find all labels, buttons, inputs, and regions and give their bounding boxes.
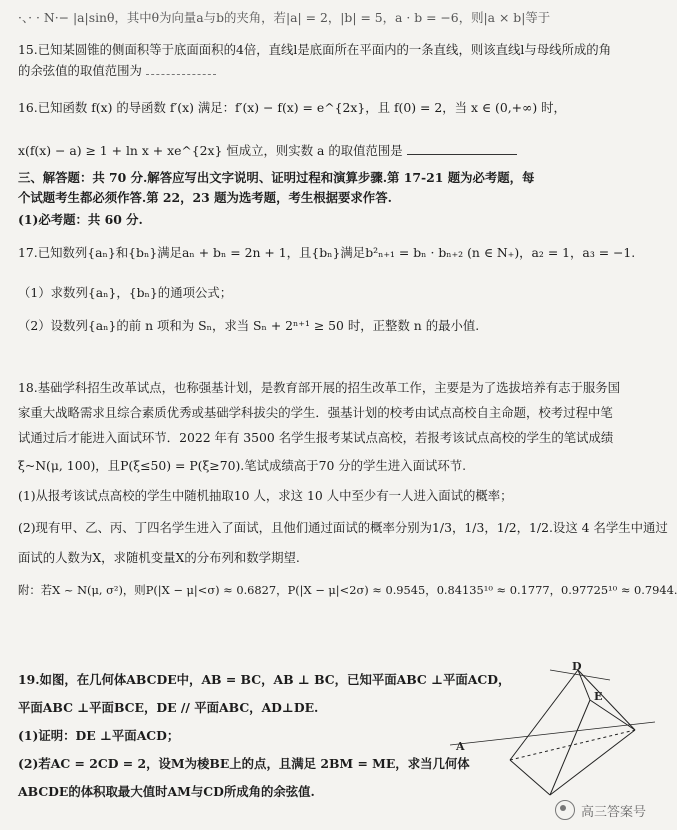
vertex-label-e: E — [594, 690, 603, 703]
problem-18-part-2: (2)现有甲、乙、丙、丁四名学生进入了面试，且他们通过面试的概率分别为1/3，1/3，1/2，1/2.设这 4 名学生中通过 — [18, 520, 668, 535]
required-questions-header: (1)必考题：共 60 分. — [18, 212, 143, 227]
problem-19-part-1: (1)证明：DE ⊥平面ACD； — [18, 728, 180, 743]
construction-line — [450, 722, 655, 745]
watermark-text: 高三答案号 — [580, 804, 646, 820]
edge-ec — [590, 700, 635, 730]
problem-18-appendix: 附：若X ~ N(μ, σ²)，则P(|X − μ|<σ) ≈ 0.6827，P(|X − μ|<2σ) ≈ 0.9545，0.84135¹⁰ ≈ 0.1777，0.97725¹⁰ ≈ 0.7944. — [18, 583, 677, 597]
problem-15-text: 15.已知某圆锥的侧面积等于底面面积的4倍，直线l是底面所在平面内的一条直线，则该直线l与母线所成的角 — [18, 42, 612, 57]
problem-18-text-4: ξ~N(μ, 100)，且P(ξ≤50) = P(ξ≥70).笔试成绩高于70 分的学生进入面试环节. — [18, 458, 467, 473]
problem-19-part-2-cont: ABCDE的体积取最大值时AM与CD所成角的余弦值. — [18, 784, 315, 799]
problem-17-text: 17.已知数列{aₙ}和{bₙ}满足aₙ + bₙ = 2n + 1，且{bₙ}满足b²ₙ₊₁ = bₙ · bₙ₊₂ (n ∈ N₊)，a₂ = 1，a₃ = −1. — [18, 245, 636, 260]
wechat-icon — [555, 800, 575, 820]
section-3-header-cont: 个试题考生都必须作答.第 22，23 题为选考题，考生根据要求作答. — [18, 190, 392, 205]
problem-18-part-1: (1)从报考该试点高校的学生中随机抽取10 人，求这 10 人中至少有一人进入面试的概率； — [18, 488, 513, 503]
edge-da — [510, 670, 578, 760]
problem-16-text-end: x(f(x) − a) ≥ 1 + ln x + xe^{2x} 恒成立，则实数 a 的取值范围是 — [18, 143, 403, 158]
answer-blank-16 — [407, 142, 517, 155]
answer-blank-15 — [146, 62, 216, 75]
problem-19-text: 19.如图，在几何体ABCDE中，AB = BC，AB ⊥ BC，已知平面ABC ⊥平面ACD， — [18, 672, 511, 687]
edge-dc — [578, 670, 635, 730]
watermark — [555, 800, 646, 820]
problem-19-part-2: (2)若AC = 2CD = 2，设M为棱BE上的点，且满足 2BM = ME，求当几何体 — [18, 756, 470, 771]
problem-18-part-2-cont: 面试的人数为X，求随机变量X的分布列和数学期望. — [18, 550, 300, 565]
problem-15-text-end: 的余弦值的取值范围为 — [18, 63, 142, 78]
problem-16-text: 16.已知函数 f(x) 的导函数 f′(x) 满足：f′(x) − f(x) = e^{2x}，且 f(0) = 2，当 x ∈ (0,+∞) 时， — [18, 100, 566, 115]
problem-17-part-2: （2）设数列{aₙ}的前 n 项和为 Sₙ，求当 Sₙ + 2ⁿ⁺¹ ≥ 50 时，正整数 n 的最小值. — [18, 318, 480, 333]
problem-18-text: 18.基础学科招生改革试点，也称强基计划，是教育部开展的招生改革工作，主要是为了选拔培养有志于服务国 — [18, 380, 621, 395]
problem-14-tail: ·、· · N·− |a|sinθ，其中θ为向量a与b的夹角，若|a| = 2，|b| = 5，a · b = −6，则|a × b|等于 — [18, 10, 551, 25]
problem-15-text-cont — [18, 62, 642, 79]
section-3-header: 三、解答题：共 70 分.解答应写出文字说明、证明过程和演算步骤.第 17-21 题为必考题，每 — [18, 170, 535, 185]
problem-17-part-1: （1）求数列{aₙ}，{bₙ}的通项公式； — [18, 285, 233, 300]
problem-19-text-2: 平面ABC ⊥平面BCE，DE // 平面ABC，AD⊥DE. — [18, 700, 319, 715]
vertex-label-d: D — [572, 660, 582, 673]
vertex-label-a: A — [456, 740, 465, 753]
geometry-figure — [440, 660, 660, 810]
edge-ab — [510, 760, 550, 795]
problem-18-text-3: 试通过后才能进入面试环节．2022 年有 3500 名学生报考某试点高校，若报考该试点高校的学生的笔试成绩 — [18, 430, 614, 445]
problem-18-text-2: 家重大战略需求且综合素质优秀或基础学科拔尖的学生．强基计划的校考由试点高校自主命题，校考过程中笔 — [18, 405, 613, 420]
edge-de — [578, 670, 590, 700]
problem-16-text-cont — [18, 142, 642, 159]
edge-eb — [550, 700, 590, 795]
